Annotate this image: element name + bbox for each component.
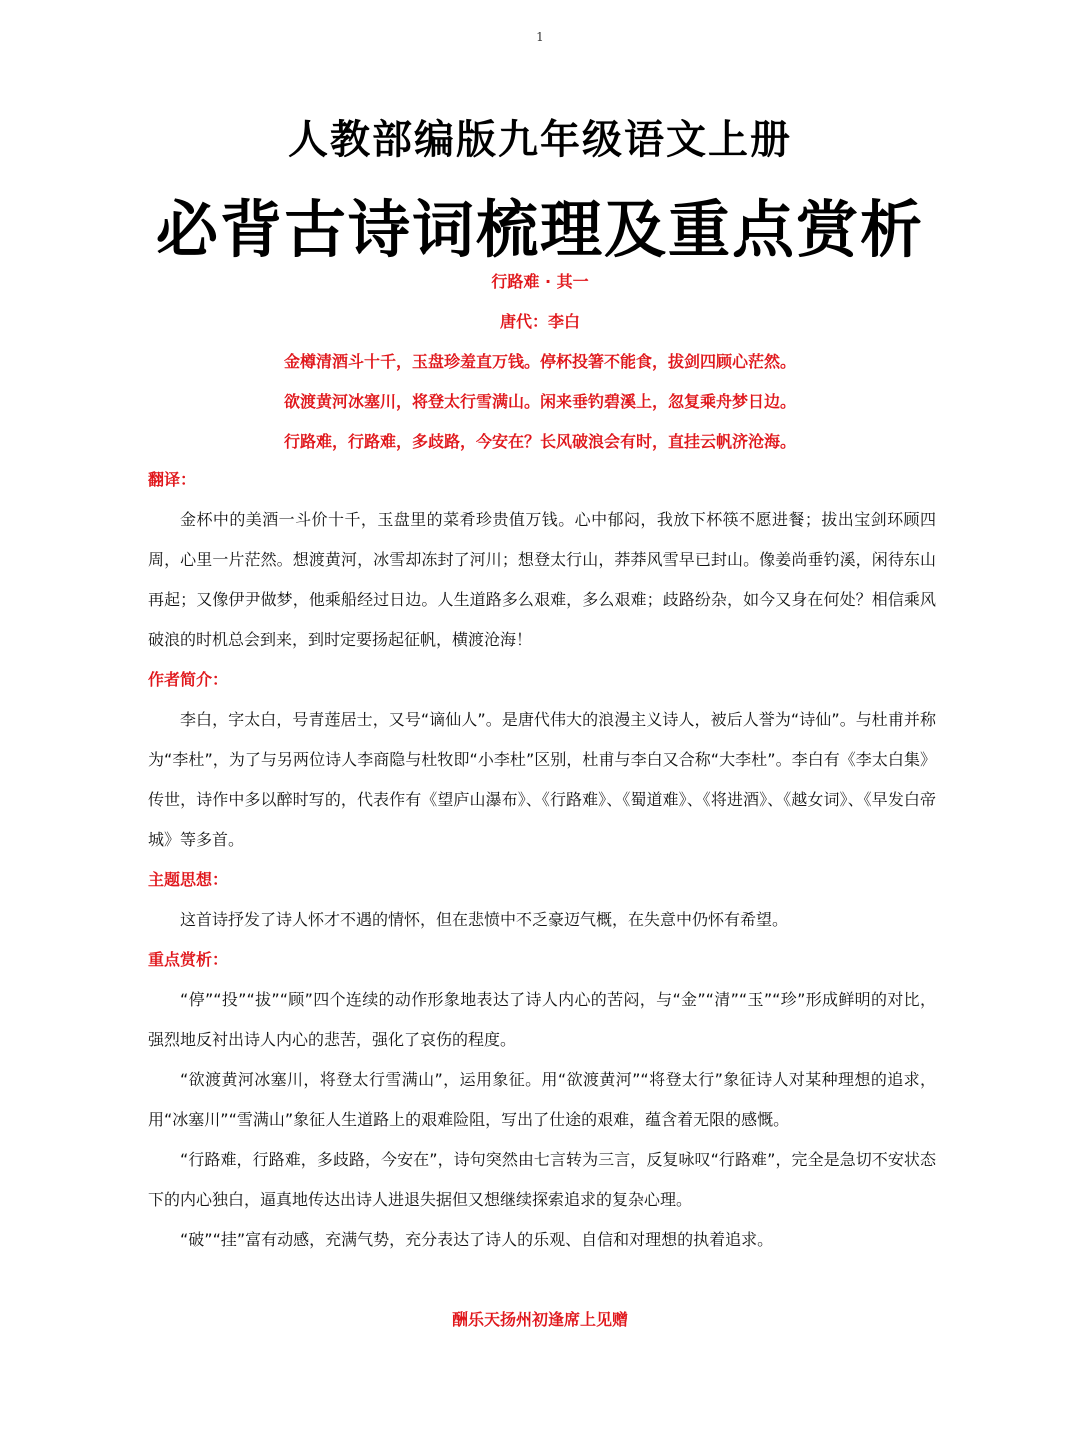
author-intro-heading: 作者简介： xyxy=(148,670,229,689)
page-number: 1 xyxy=(536,30,544,44)
poem-line-2: 欲渡黄河冰塞川，将登太行雪满山。闲来垂钓碧溪上，忽复乘舟梦日边。 xyxy=(283,392,796,411)
theme-paragraph: 这首诗抒发了诗人怀才不遇的情怀，但在悲愤中不乏豪迈气概，在失意中仍怀有希望。 xyxy=(180,910,789,929)
analysis-paragraph-3: “行路难，行路难，多歧路，今安在”，诗句突然由七言转为三言，反复咏叹“行路难”，完全是急切不安状态下的内心独白，逼真地传达出诗人进退失据但又想继续探索追求的复杂心理。 xyxy=(148,1150,936,1209)
document-title-line2: 必背古诗词梳理及重点赏析 xyxy=(155,193,924,266)
poem-block xyxy=(0,262,1080,462)
analysis-heading: 重点赏析： xyxy=(148,950,229,969)
translation-heading: 翻译： xyxy=(148,470,197,489)
author-intro-paragraph: 李白，字太白，号青莲居士，又号“谪仙人”。是唐代伟大的浪漫主义诗人，被后人誉为“诗仙”。与杜甫并称为“李杜”，为了与另两位诗人李商隐与杜牧即“小李杜”区别，杜甫与李白又合称“大李杜”。李白有《李太白集》传世，诗作中多以醉时写的，代表作有《望庐山瀑布》、《行路难》、《蜀道难》、《将进酒》、《越女词》、《早发白帝城》等多首。 xyxy=(148,710,936,849)
analysis-paragraph-1: “停”“投”“拔”“顾”四个连续的动作形象地表达了诗人内心的苦闷，与“金”“清”“玉”“珍”形成鲜明的对比，强烈地反衬出诗人内心的悲苦，强化了哀伤的程度。 xyxy=(148,990,936,1049)
content-body xyxy=(148,460,936,1260)
translation-paragraph: 金杯中的美酒一斗价十千，玉盘里的菜肴珍贵值万钱。心中郁闷，我放下杯筷不愿进餐；拔出宝剑环顾四周，心里一片茫然。想渡黄河，冰雪却冻封了河川；想登太行山，莽莽风雪早已封山。像姜尚垂钓溪，闲待东山再起；又像伊尹做梦，他乘船经过日边。人生道路多么艰难，多么艰难；歧路纷杂，如今又身在何处？相信乘风破浪的时机总会到来，到时定要扬起征帆，横渡沧海！ xyxy=(148,510,936,649)
analysis-paragraph-4: “破”“挂”富有动感，充满气势，充分表达了诗人的乐观、自信和对理想的执着追求。 xyxy=(180,1230,774,1249)
poem-author: 唐代：李白 xyxy=(499,312,580,331)
poem-line-1: 金樽清酒斗十千，玉盘珍羞直万钱。停杯投箸不能食，拔剑四顾心茫然。 xyxy=(283,352,796,371)
poem-line-3: 行路难，行路难，多歧路，今安在？长风破浪会有时，直挂云帆济沧海。 xyxy=(283,432,796,451)
theme-heading: 主题思想： xyxy=(148,870,229,889)
poem-title: 行路难 · 其一 xyxy=(491,272,589,291)
analysis-paragraph-2: “欲渡黄河冰塞川，将登太行雪满山”，运用象征。用“欲渡黄河”“将登太行”象征诗人对某种理想的追求，用“冰塞川”“雪满山”象征人生道路上的艰难险阻，写出了仕途的艰难，蕴含着无限的感慨。 xyxy=(148,1070,936,1129)
document-title-line1: 人教部编版九年级语文上册 xyxy=(288,116,792,163)
next-poem-title: 酬乐天扬州初逢席上见赠 xyxy=(451,1310,628,1329)
